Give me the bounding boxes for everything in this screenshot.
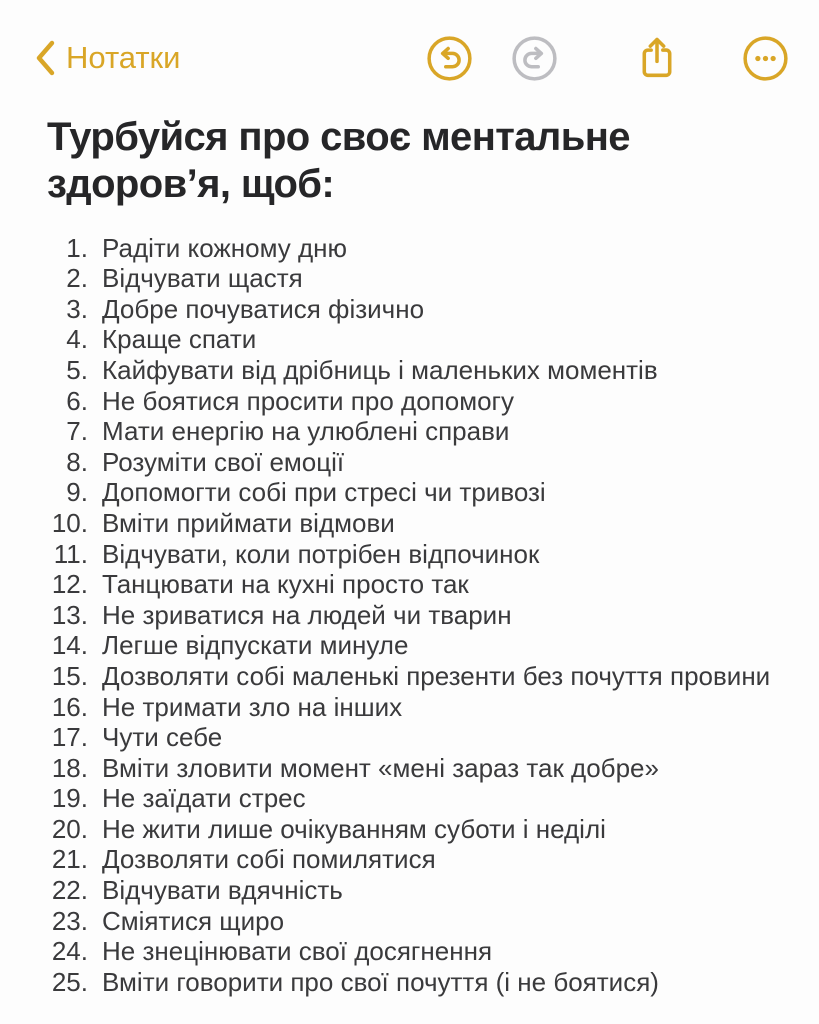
list-item[interactable]: Сміятися щиро (102, 905, 285, 936)
list-item[interactable]: Не боятися просити про допомогу (102, 385, 515, 416)
list-item[interactable]: Легше відпускати минуле (102, 630, 409, 661)
list-item[interactable]: Танцювати на кухні просто так (102, 569, 469, 600)
list-item[interactable]: Відчувати вдячність (102, 875, 343, 906)
back-button[interactable] (34, 40, 180, 76)
list-item[interactable]: Дозволяти собі помилятися (102, 844, 436, 875)
nav-bar (0, 0, 819, 88)
list-item[interactable]: Дозволяти собі маленькі презенти без почуття провини (102, 660, 771, 691)
undo-button[interactable] (426, 35, 473, 82)
list-item[interactable]: Не заїдати стрес (102, 783, 306, 814)
list-item[interactable]: Вміти говорити про свої почуття (і не боятися) (102, 966, 659, 997)
note-list (30, 233, 779, 998)
list-item[interactable]: Добре почуватися фізично (102, 293, 425, 324)
share-button[interactable] (632, 33, 682, 83)
ellipsis-circle-icon (742, 35, 789, 82)
list-item[interactable]: Допомогти собі при стресі чи тривозі (102, 477, 546, 508)
more-button[interactable] (742, 35, 789, 82)
undo-icon (426, 35, 473, 82)
share-icon (632, 33, 682, 83)
list-item[interactable]: Краще спати (102, 324, 257, 355)
list-item[interactable]: Розуміти свої емоції (102, 446, 345, 477)
note-content[interactable] (0, 88, 819, 997)
nav-actions (426, 33, 789, 83)
chevron-left-icon (34, 40, 56, 76)
list-item[interactable]: Відчувати, коли потрібен відпочинок (102, 538, 540, 569)
note-title[interactable]: Турбуйся про своє ментальне здоров’я, щоб: (47, 115, 630, 206)
list-item[interactable]: Вміти приймати відмови (102, 507, 395, 538)
list-item[interactable]: Відчувати щастя (102, 263, 303, 294)
redo-button (511, 35, 558, 82)
back-button-label: Нотатки (66, 40, 181, 75)
list-item[interactable]: Не зриватися на людей чи тварин (102, 599, 512, 630)
list-item[interactable]: Не знецінювати свої досягнення (102, 936, 493, 967)
redo-icon (511, 35, 558, 82)
list-item[interactable]: Не жити лише очікуванням суботи і неділі (102, 813, 606, 844)
list-item[interactable]: Чути себе (102, 722, 223, 753)
list-item[interactable]: Не тримати зло на інших (102, 691, 403, 722)
list-item[interactable]: Радіти кожному дню (102, 232, 348, 263)
list-item[interactable]: Вміти зловити момент «мені зараз так добре» (102, 752, 659, 783)
list-item[interactable]: Мати енергію на улюблені справи (102, 416, 510, 447)
list-item[interactable]: Кайфувати від дрібниць і маленьких моментів (102, 354, 658, 385)
